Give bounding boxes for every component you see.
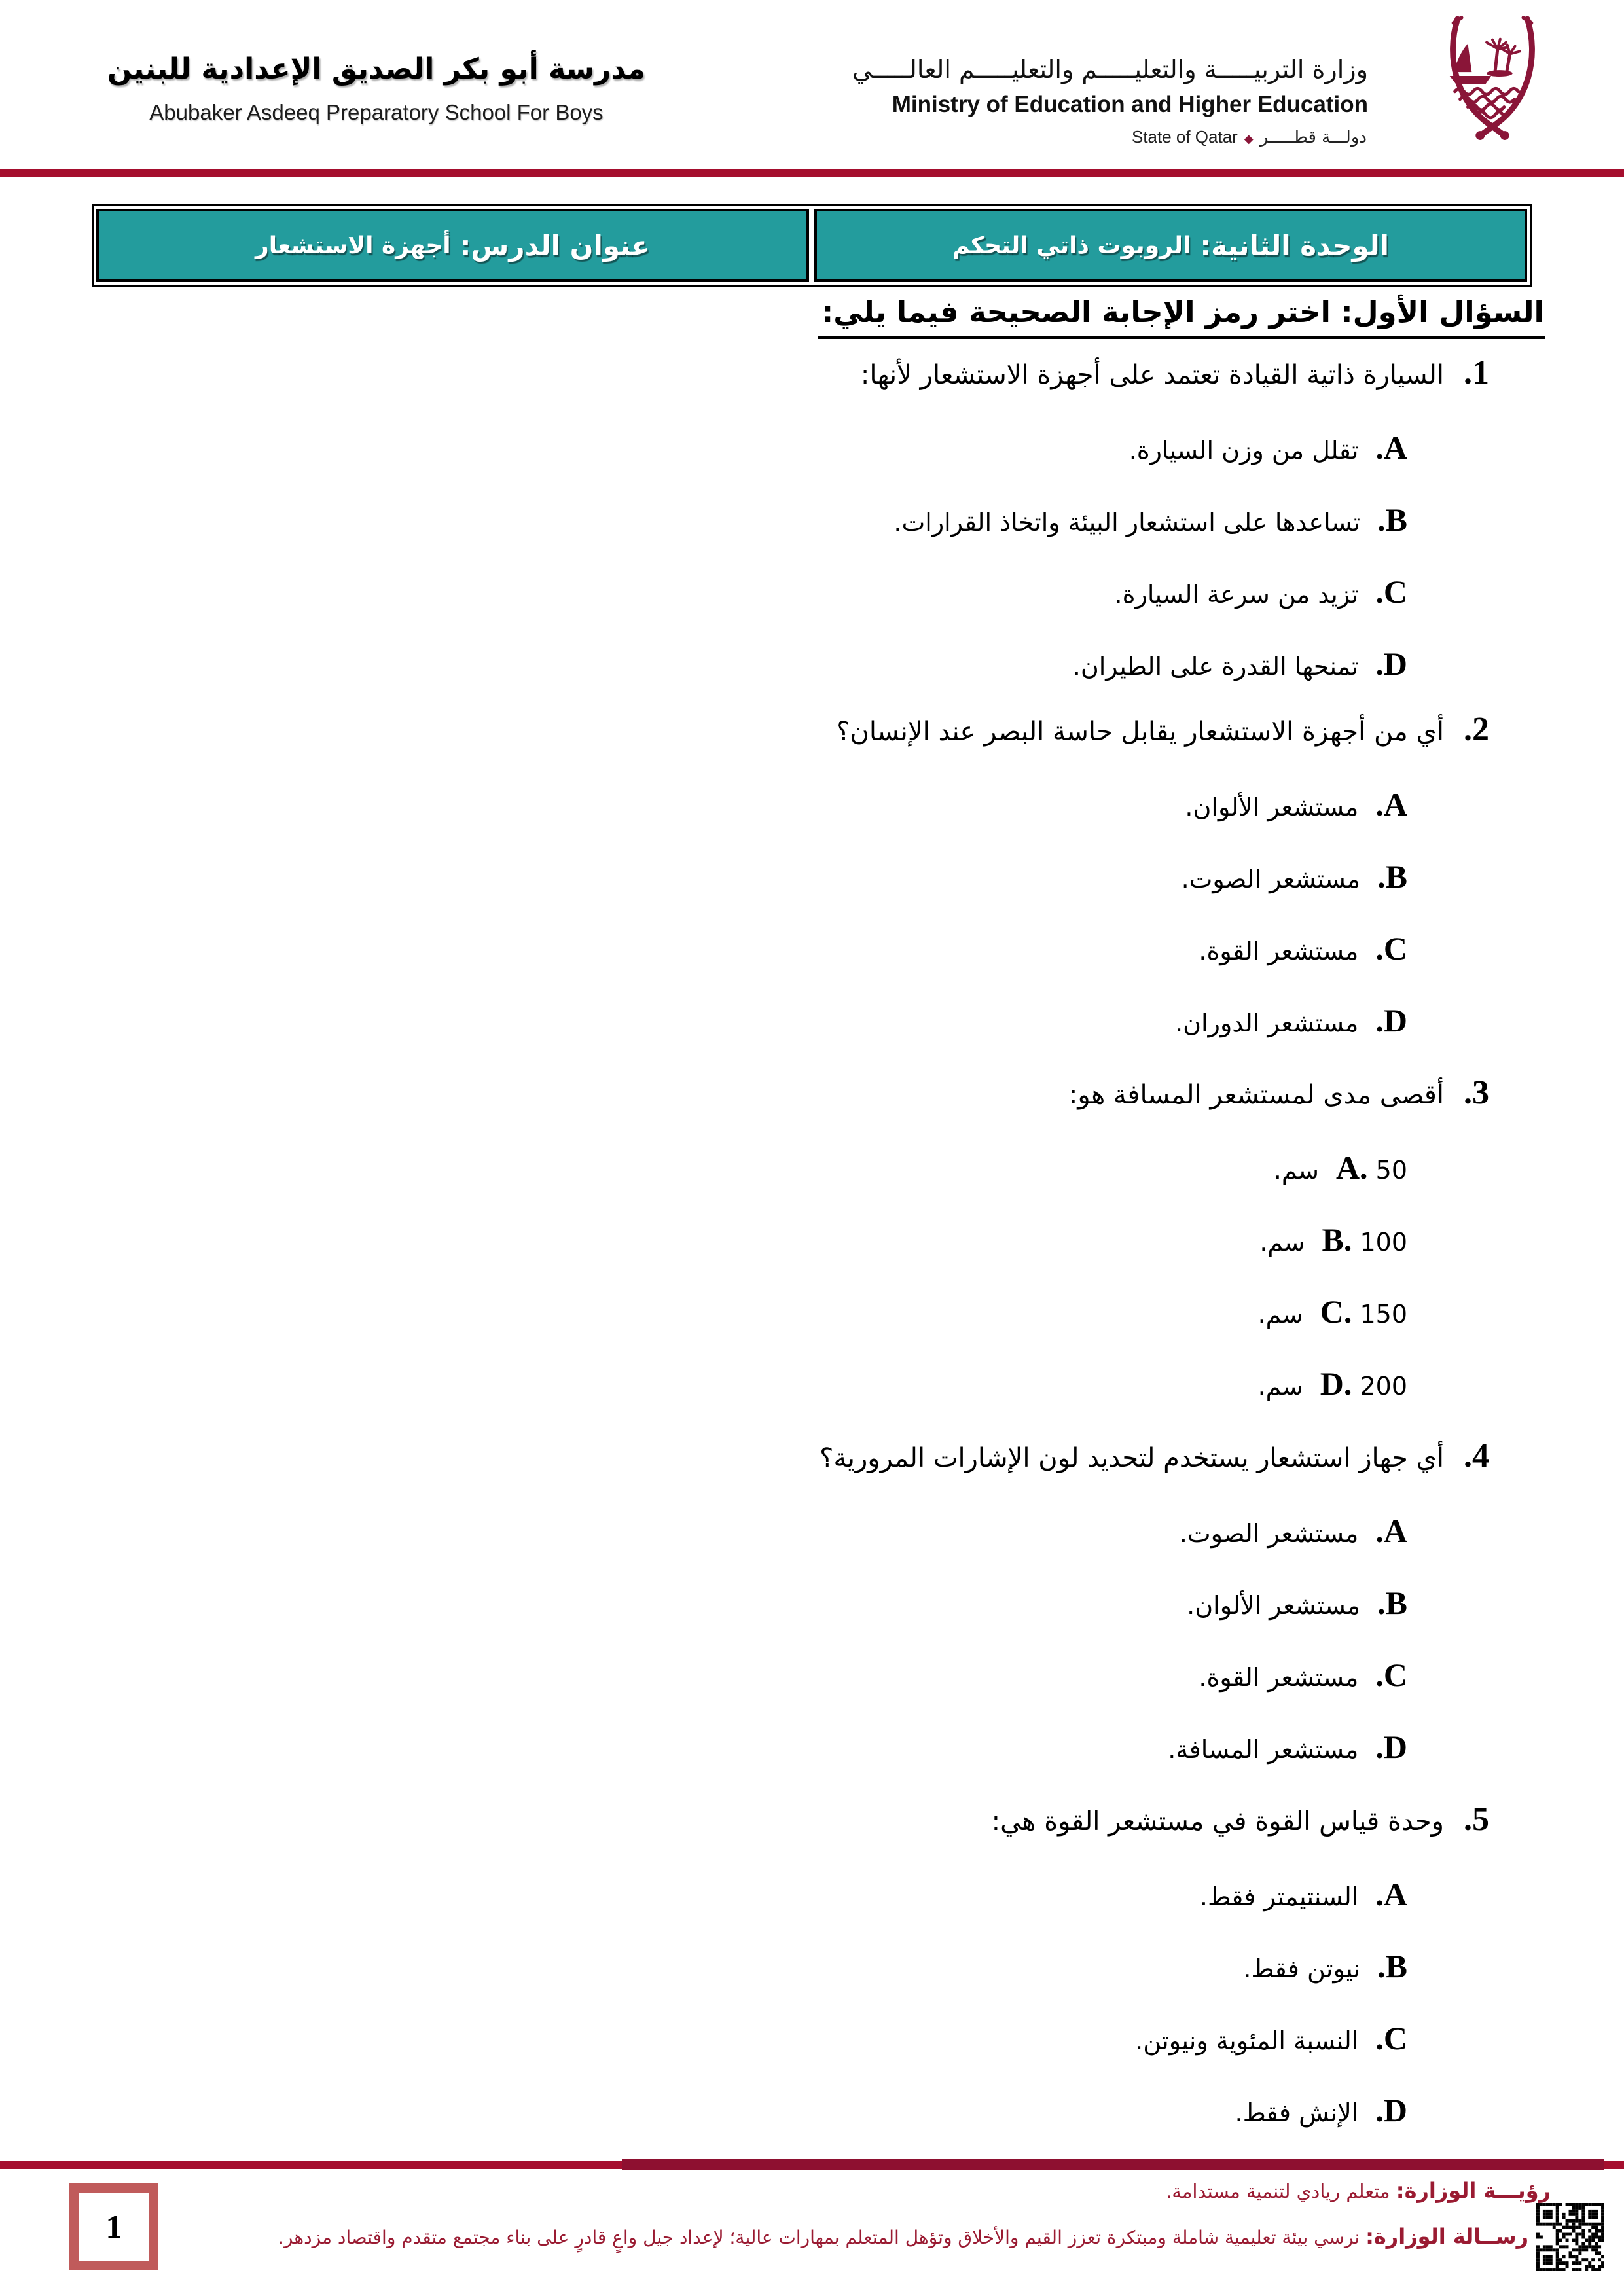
unit-lesson-table: [92, 204, 1532, 287]
question-4-option-a: [1180, 1512, 1407, 1550]
question-5-option-c: [1135, 2019, 1407, 2057]
qr-code-icon: [1536, 2203, 1604, 2271]
lesson-value: أجهزة الاستشعار: [255, 232, 451, 259]
unit-cell: [814, 209, 1527, 282]
question-3-option-a: [1274, 1149, 1407, 1187]
option-text: نيوتن فقط.: [1243, 1954, 1361, 1983]
question-1-number: 1.: [1464, 354, 1489, 391]
option-letter: A.: [1335, 1149, 1368, 1186]
option-letter: D.: [1375, 1729, 1407, 1765]
option-text: مستشعر الصوت.: [1179, 1519, 1359, 1548]
option-letter: C.: [1320, 1293, 1352, 1330]
question-2-number: 2.: [1464, 711, 1489, 748]
option-text: 100سم.: [1259, 1228, 1407, 1257]
option-letter: B.: [1322, 1221, 1352, 1258]
question-3-option-c: [1258, 1293, 1407, 1331]
question-3-option-b: [1259, 1221, 1407, 1259]
question-4-number: 4.: [1464, 1437, 1489, 1475]
question-4-text: أي جهاز استشعار يستخدم لتحديد لون الإشارات المرورية؟: [820, 1443, 1444, 1473]
ministry-header: [852, 55, 1368, 147]
ministry-name-english: Ministry of Education and Higher Education: [892, 92, 1368, 117]
school-name-arabic: مدرسة أبو بكر الصديق الإعدادية للبنين: [107, 52, 645, 86]
option-letter: B.: [1377, 1585, 1407, 1621]
state-of-qatar-line: [852, 127, 1368, 147]
option-text: مستشعر القوة.: [1199, 937, 1359, 965]
question-5-option-a: [1200, 1875, 1407, 1913]
question-5-option-b: [1243, 1947, 1407, 1985]
question-1-option-d: [1073, 645, 1407, 683]
option-letter: C.: [1375, 2020, 1407, 2056]
option-text: السنتيمتر فقط.: [1199, 1882, 1359, 1911]
option-text: مستشعر الصوت.: [1181, 865, 1361, 893]
question-1-text: السيارة ذاتية القيادة تعتمد على أجهزة الاستشعار لأنها:: [860, 360, 1444, 390]
question-2: [836, 710, 1489, 749]
state-english: State of Qatar: [1131, 127, 1238, 147]
option-text: مستشعر الألوان.: [1187, 1591, 1361, 1620]
question-3-number: 3.: [1464, 1074, 1489, 1111]
option-text: تساعدها على استشعار البيئة واتخاذ القرارات.: [893, 508, 1361, 537]
option-text: 50سم.: [1273, 1156, 1407, 1185]
option-letter: C.: [1375, 573, 1407, 610]
question-2-option-a: [1185, 785, 1407, 823]
header-divider-rule: [0, 169, 1624, 177]
question-2-option-c: [1199, 929, 1407, 967]
ministry-vision-line: [1166, 2178, 1551, 2203]
option-text: تزيد من سرعة السيارة.: [1114, 580, 1359, 609]
option-letter: C.: [1375, 930, 1407, 967]
ministry-mission-line: [278, 2224, 1528, 2249]
question-2-text: أي من أجهزة الاستشعار يقابل حاسة البصر عند الإنسان؟: [836, 717, 1444, 747]
qatar-emblem-icon: [1434, 9, 1551, 149]
option-letter: D.: [1375, 645, 1407, 682]
unit-value: الروبوت ذاتي التحكم: [952, 232, 1191, 259]
school-header: [98, 52, 655, 125]
option-letter: B.: [1377, 501, 1407, 538]
section-title-label: السؤال الأول:: [1341, 295, 1544, 329]
section-title: [818, 295, 1545, 339]
question-1-option-b: [893, 501, 1407, 539]
lesson-cell: [96, 209, 809, 282]
vision-text: متعلم ريادي لتنمية مستدامة.: [1166, 2180, 1396, 2202]
option-text: 200سم.: [1257, 1372, 1407, 1401]
option-text: مستشعر الدوران.: [1175, 1009, 1359, 1037]
option-text: 150سم.: [1257, 1300, 1407, 1329]
option-letter: D.: [1320, 1365, 1352, 1402]
option-text: الإنش فقط.: [1235, 2098, 1359, 2127]
option-letter: B.: [1377, 1948, 1407, 1984]
option-text: مستشعر المسافة.: [1168, 1735, 1359, 1764]
question-3-option-d: [1258, 1365, 1407, 1403]
question-5-text: وحدة قياس القوة في مستشعر القوة هي:: [991, 1806, 1444, 1837]
question-1-option-a: [1129, 429, 1407, 467]
footer-divider-rule-overlay: [622, 2159, 1604, 2170]
option-text: مستشعر الألوان.: [1185, 793, 1359, 821]
question-1: [861, 353, 1489, 392]
vision-label: رؤيـــة الوزارة:: [1396, 2178, 1551, 2203]
option-letter: A.: [1375, 1513, 1407, 1549]
option-text: النسبة المئوية ونيوتن.: [1135, 2026, 1359, 2055]
question-2-option-d: [1175, 1001, 1407, 1039]
option-text: مستشعر القوة.: [1199, 1663, 1359, 1692]
state-arabic: دولـــة قطـــــر: [1259, 128, 1367, 147]
diamond-separator-icon: ◆: [1244, 132, 1254, 145]
option-letter: A.: [1375, 429, 1407, 466]
page-number-box: [69, 2183, 158, 2270]
question-3-text: أقصى مدى لمستشعر المسافة هو:: [1068, 1080, 1444, 1110]
lesson-label: عنوان الدرس:: [460, 229, 651, 262]
mission-text: نرسي بيئة تعليمية شاملة ومبتكرة تعزز القيم والأخلاق وتؤهل المتعلم بمهارات عالية؛ لإعداد جيل واعٍ قادرٍ على بناء مجتمع متقدم واقتصاد مزدهر.: [278, 2227, 1366, 2248]
question-5-option-d: [1235, 2091, 1407, 2129]
option-letter: A.: [1375, 786, 1407, 823]
option-text: تقلل من وزن السيارة.: [1128, 436, 1359, 465]
option-letter: B.: [1377, 858, 1407, 895]
option-letter: D.: [1375, 2092, 1407, 2128]
ministry-name-arabic: وزارة التربيـــــة والتعليـــــم والتعليـــــم العالـــــي: [852, 55, 1368, 84]
question-5-number: 5.: [1464, 1801, 1489, 1838]
school-name-english: Abubaker Asdeeq Preparatory School For Boys: [149, 100, 604, 124]
section-title-text: اختر رمز الإجابة الصحيحة فيما يلي:: [821, 295, 1341, 329]
question-2-option-b: [1182, 857, 1407, 895]
option-letter: C.: [1375, 1657, 1407, 1693]
question-4: [820, 1437, 1489, 1475]
option-letter: A.: [1375, 1876, 1407, 1912]
question-4-option-b: [1187, 1584, 1407, 1622]
question-5: [992, 1800, 1489, 1839]
unit-label: الوحدة الثانية:: [1200, 229, 1390, 262]
question-4-option-c: [1199, 1656, 1407, 1694]
question-3: [1069, 1073, 1489, 1112]
option-letter: D.: [1375, 1002, 1407, 1039]
question-4-option-d: [1168, 1728, 1407, 1766]
mission-label: رســالة الوزارة:: [1365, 2224, 1528, 2249]
question-1-option-c: [1115, 573, 1407, 611]
option-text: تمنحها القدرة على الطيران.: [1072, 652, 1359, 681]
page-number: 1: [105, 2208, 122, 2245]
